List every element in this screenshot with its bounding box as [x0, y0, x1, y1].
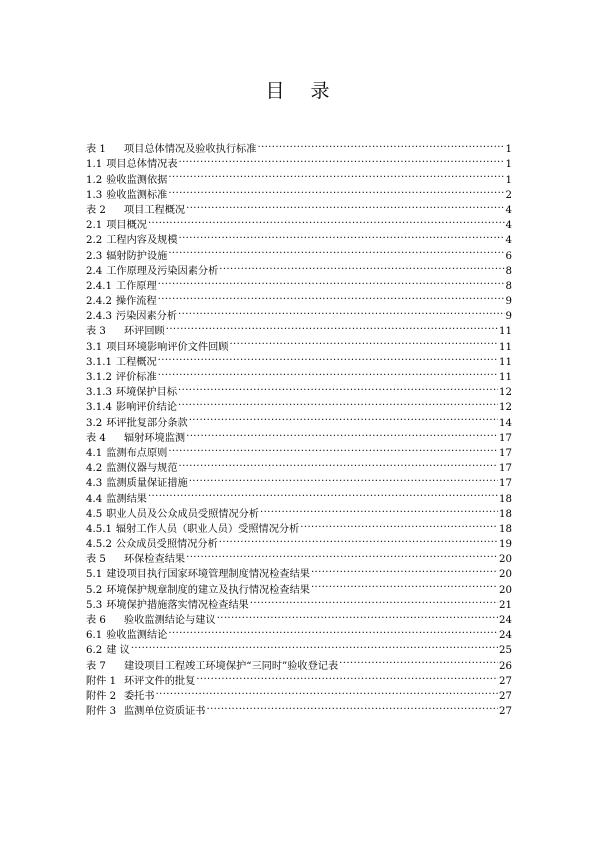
toc-page-number: 17 [499, 447, 512, 459]
toc-entry-number: 3.1 [86, 341, 103, 353]
toc-page-number: 12 [499, 387, 512, 399]
toc-entry-text [86, 416, 188, 431]
toc-entry-text [86, 567, 310, 582]
toc-page-number: 20 [499, 569, 512, 581]
toc-entry-number: 2.1 [86, 220, 103, 232]
toc-dot-leader [217, 608, 498, 623]
toc-entry-text [86, 689, 155, 704]
toc-entry-text [86, 643, 130, 658]
toc-entry-number: 2.4 [86, 265, 103, 277]
toc-entry-number: 5.1 [86, 569, 103, 581]
toc-entry-number: 2.4.3 [86, 311, 112, 323]
toc-entry-text [86, 324, 165, 339]
toc-entry-number: 6.2 [86, 645, 103, 657]
toc-dot-leader [189, 410, 498, 425]
toc-entry-number: 5.2 [86, 584, 103, 596]
toc-dot-leader [178, 380, 498, 395]
toc-entry-number: 4.4 [86, 493, 103, 505]
toc-page-number: 24 [499, 615, 512, 626]
toc-entry-text [86, 233, 178, 248]
toc-entry-number: 4.5 [86, 508, 103, 520]
toc-entry-number: 3.1.2 [86, 372, 112, 383]
toc-entry-text [86, 370, 157, 385]
toc-dot-leader [339, 653, 498, 668]
toc-entry-text [86, 294, 157, 309]
toc-entry-number: 表 2 [86, 204, 106, 216]
toc-entry-label: 环境保护措施落实情况检查结果 [106, 599, 249, 611]
toc-entry-number: 表 3 [86, 326, 106, 338]
toc-entry-label: 项目概况 [106, 220, 147, 232]
toc-dot-leader [166, 319, 498, 334]
toc-entry-label: 辐射环境监测 [124, 432, 186, 444]
toc-page-number: 11 [499, 372, 512, 383]
toc-dot-leader [148, 486, 498, 501]
toc-entry-label: 验收监测标准 [106, 189, 168, 201]
toc-entry-number: 4.2 [86, 463, 103, 475]
toc-dot-leader [179, 456, 499, 471]
toc-page-number: 27 [499, 675, 512, 687]
toc-entry-text [86, 157, 178, 172]
toc-dot-leader [158, 365, 498, 380]
toc-entry-label: 辐射防护设施 [106, 250, 168, 262]
toc-dot-leader [311, 577, 498, 592]
toc-entry-text [86, 355, 157, 370]
toc-entry[interactable] [86, 653, 512, 672]
toc-entry-label: 建 议 [106, 645, 130, 657]
toc-page-number: 2 [505, 189, 512, 201]
toc-entry-number: 附件 2 [86, 690, 117, 702]
toc-page-number: 11 [499, 341, 512, 353]
toc-entry-label: 项目环境影响评价文件回顾 [106, 341, 229, 353]
toc-entry-label: 验收监测结论与建议 [124, 615, 216, 626]
toc-entry-text [86, 461, 178, 476]
toc-page-number: 24 [499, 630, 512, 642]
toc-page-number: 4 [505, 204, 512, 216]
toc-page-number: 4 [505, 220, 512, 232]
toc-dot-leader [186, 198, 504, 213]
toc-dot-leader [178, 395, 498, 410]
toc-entry-text [86, 492, 147, 507]
toc-entry-number: 1.1 [86, 159, 103, 171]
toc-dot-leader [189, 471, 498, 486]
toc-dot-leader [179, 152, 505, 167]
toc-entry-number: 表 5 [86, 554, 106, 566]
page-title: 目 录 [265, 80, 340, 102]
toc-entry-label: 验收监测依据 [106, 174, 168, 186]
toc-entry-label: 工程内容及规模 [106, 235, 178, 247]
toc-entry-number: 4.3 [86, 478, 103, 490]
toc-page-number: 17 [499, 463, 512, 475]
toc-dot-leader [207, 699, 499, 714]
toc-page-number: 12 [499, 402, 512, 414]
toc-page-number: 11 [499, 326, 512, 338]
toc-page-number: 20 [499, 554, 512, 566]
toc-entry-label: 职业人员及公众成员受照情况分析 [106, 508, 260, 520]
toc-dot-leader [179, 228, 505, 243]
toc-entry-label: 委托书 [124, 690, 155, 702]
toc-entry-text [86, 309, 177, 324]
toc-dot-leader [196, 669, 498, 684]
toc-dot-leader [131, 638, 498, 653]
toc-entry-number: 2.4.1 [86, 280, 112, 292]
toc-page-number: 21 [499, 599, 512, 611]
toc-entry-number: 3.2 [86, 417, 103, 429]
toc-entry-number: 附件 3 [86, 706, 117, 718]
toc-entry[interactable] [86, 137, 512, 156]
toc-entry-text [86, 704, 206, 719]
toc-entry[interactable] [86, 638, 512, 657]
toc-entry-number: 4.5.2 [86, 539, 112, 551]
toc-entry-number: 表 7 [86, 660, 106, 672]
toc-entry-number: 1.3 [86, 189, 103, 201]
toc-entry-label: 公众成员受照情况分析 [115, 539, 218, 551]
toc-dot-leader [257, 137, 504, 152]
toc-entry-number: 表 4 [86, 432, 106, 444]
toc-entry-number: 3.1.4 [86, 402, 112, 414]
toc-entry[interactable] [86, 502, 512, 520]
toc-page-number: 18 [499, 523, 512, 535]
toc-entry-text [86, 446, 167, 461]
toc-entry-label: 工作原理 [115, 280, 157, 292]
toc-page-number: 26 [499, 660, 512, 672]
toc-dot-leader [178, 304, 504, 319]
toc-dot-leader [260, 502, 498, 517]
toc-page-number: 11 [499, 356, 512, 368]
toc-entry-text [86, 385, 177, 400]
toc-page-number: 18 [499, 493, 512, 505]
toc-entry-number: 3.1.3 [86, 387, 112, 399]
toc-entry-label: 工作原理及污染因素分析 [106, 265, 219, 277]
toc-entry-label: 评价标准 [115, 372, 157, 383]
toc-entry-number: 5.3 [86, 599, 103, 611]
toc-entry-label: 辐射工作人员（职业人员）受照情况分析 [115, 523, 300, 535]
toc-dot-leader [168, 623, 498, 638]
table-of-contents [86, 137, 512, 718]
toc-entry-text [86, 249, 167, 264]
toc-entry-number: 3.1.1 [86, 356, 112, 368]
toc-entry-label: 环境保护规章制度的建立及执行情况检查结果 [106, 584, 310, 596]
toc-entry-text [86, 552, 185, 567]
toc-entry-text [86, 507, 259, 522]
toc-entry-label: 环评批复部分条款 [106, 417, 188, 429]
toc-page-number: 1 [505, 159, 512, 171]
toc-entry-text [86, 279, 157, 294]
toc-dot-leader [158, 289, 505, 304]
toc-dot-leader [168, 441, 498, 456]
toc-page-number: 1 [505, 144, 512, 156]
toc-dot-leader [168, 167, 504, 182]
toc-page-number: 20 [499, 584, 512, 596]
toc-dot-leader [156, 684, 498, 699]
toc-entry-number: 6.1 [86, 630, 103, 642]
toc-entry-label: 工程概况 [115, 356, 157, 368]
toc-entry-label: 环评文件的批复 [124, 675, 196, 687]
toc-dot-leader [168, 243, 504, 258]
toc-entry-number: 2.4.2 [86, 296, 112, 308]
toc-entry-label: 建设项目执行国家环境管理制度情况检查结果 [106, 569, 310, 581]
toc-entry-label: 环评回顾 [124, 326, 165, 338]
toc-entry-label: 项目总体情况及验收执行标准 [124, 144, 257, 156]
toc-dot-leader [158, 350, 498, 365]
toc-dot-leader [219, 259, 504, 274]
toc-entry[interactable] [86, 228, 512, 247]
toc-entry-number: 表 1 [86, 144, 106, 156]
toc-entry-number: 1.2 [86, 174, 103, 186]
toc-page-number: 17 [499, 432, 512, 444]
toc-dot-leader [158, 274, 505, 289]
toc-page-number: 6 [505, 250, 512, 262]
toc-page-number: 18 [499, 508, 512, 520]
toc-page-number: 27 [499, 706, 512, 718]
toc-page-number: 9 [505, 296, 512, 308]
toc-entry-number: 附件 1 [86, 675, 117, 687]
toc-entry-label: 影响评价结论 [115, 402, 178, 414]
toc-entry-text [86, 218, 147, 233]
toc-entry-label: 监测布点原则 [106, 447, 168, 459]
toc-page-number: 17 [499, 478, 512, 490]
toc-page-number: 27 [499, 690, 512, 702]
toc-entry-number: 2.3 [86, 250, 103, 262]
toc-entry-text [86, 188, 167, 203]
toc-entry-label: 监测质量保证措施 [106, 478, 188, 490]
toc-page-number: 8 [505, 280, 512, 292]
toc-entry-text [86, 173, 167, 188]
toc-dot-leader [250, 593, 498, 608]
toc-dot-leader [311, 562, 498, 577]
toc-entry-label: 操作流程 [115, 296, 157, 308]
toc-dot-leader [229, 334, 498, 349]
toc-dot-leader [148, 213, 505, 228]
toc-entry-label: 环境保护目标 [115, 387, 178, 399]
toc-page-number: 19 [499, 539, 512, 551]
toc-entry-label: 项目总体情况表 [106, 159, 178, 171]
toc-page-number: 4 [505, 235, 512, 247]
toc-page-number: 1 [505, 174, 512, 186]
toc-page-number: 25 [499, 645, 512, 657]
toc-entry-label: 环保检查结果 [124, 554, 186, 566]
toc-entry-label: 污染因素分析 [115, 311, 178, 323]
toc-entry[interactable] [86, 486, 512, 505]
toc-entry-label: 监测单位资质证书 [124, 706, 206, 718]
toc-dot-leader [219, 532, 498, 547]
toc-page-number: 8 [505, 265, 512, 277]
toc-entry-number: 4.5.1 [86, 523, 112, 535]
toc-entry[interactable] [86, 213, 512, 232]
toc-entry-number: 2.2 [86, 235, 103, 247]
toc-entry-label: 监测结果 [106, 493, 147, 505]
toc-entry-text [86, 400, 177, 415]
toc-dot-leader [186, 547, 498, 562]
toc-dot-leader [168, 183, 504, 198]
toc-entry-number: 表 6 [86, 615, 106, 626]
toc-entry-label: 监测仪器与规范 [106, 463, 178, 475]
toc-dot-leader [186, 426, 498, 441]
toc-entry-number: 4.1 [86, 447, 103, 459]
toc-page-number: 9 [505, 311, 512, 323]
toc-dot-leader [300, 517, 498, 532]
toc-entry-label: 建设项目工程竣工环境保护“三同时”验收登记表 [124, 660, 339, 672]
toc-entry-label: 验收监测结论 [106, 630, 168, 642]
toc-page-number: 14 [499, 417, 512, 429]
toc-entry-label: 项目工程概况 [124, 204, 186, 216]
